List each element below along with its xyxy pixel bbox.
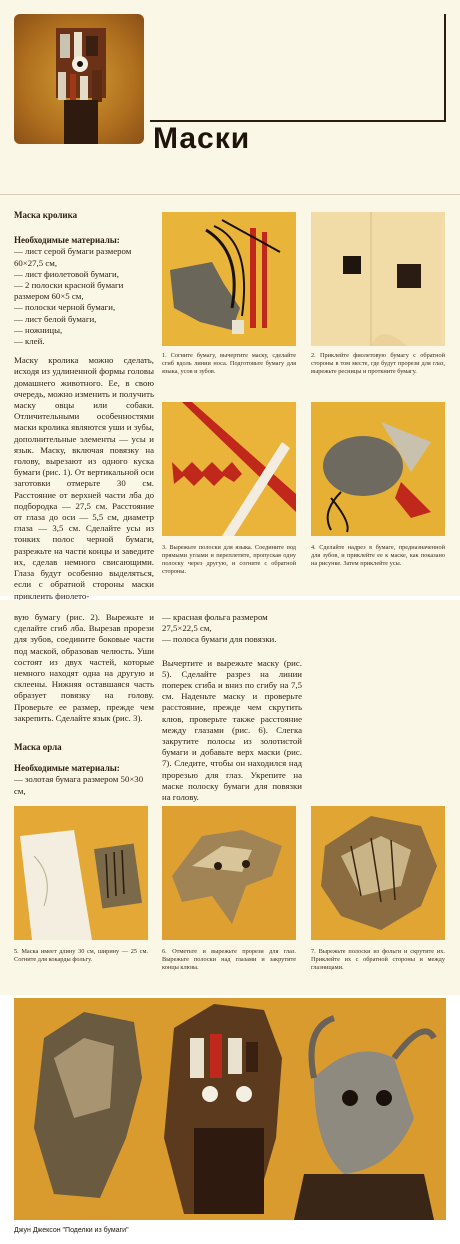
photo-step-7 [311,806,445,940]
rabbit-heading: Маска кролика [14,210,78,220]
material-item: — лист белой бумаги, [14,313,97,324]
header-separator [0,194,460,195]
caption-3: 3. Вырежьте полоски для языка. Соедините под прямыми углами и переплетите, пропуская одну полоску через другую, и согните с обратной стороны. [162,544,296,575]
caption-6: 6. Отметьте и вырежьте прорези для глаз. Вырежьте полоски над глазами и закрутите концы клюва. [162,948,296,971]
eagle-column-2 [162,612,302,803]
eagle-materials-heading: Необходимые материалы: [14,763,120,774]
eagle-body: Вычертите и вырежьте маску (рис. 5). Сделайте разрез на линии поперек сгиба и вниз по сгибу на 7,5 см. Наденьте маску и проверьте расстояние, прежде чем скрутить клюв, проверьте также расстояние между глазами (рис. 6). Слегка закрутите полосы из золотистой бумаги и добавьте верх маски (рис. 7). Следите, чтобы он находился над прорезью для глаз. Укрепите на маске полоску бумаги для повязки на голову. [162,657,302,803]
page-top [0,0,460,601]
rabbit-materials-heading: Необходимые материалы: [14,235,120,246]
material-item: — красная фольга размером 27,5×22,5 см, [162,612,268,634]
photo-step-5 [14,806,148,940]
page-title: Маски [153,122,251,155]
material-item: — лист фиолетовой бумаги, [14,268,119,279]
book-credit: Джун Джексон "Поделки из бумаги" [14,1227,129,1234]
material-item: — 2 полоски красной бумаги размером 60×5 см, [14,280,124,302]
rabbit-text-column [14,210,154,602]
rabbit-body: Маску кролика можно сделать, исходя из удлиненной формы головы домашнего животного. Ее, в свою очередь, можно изменить и получить маску овцы или собаки. Отличительными особенностями маски кролика являются уши и зубы, дополнительные элементы — усы и язык. Маску, включая повязку на голову, вырезают из одного куска бумаги (рис. 1). От вертикальной оси заготовки отмерьте 30 см. Расстояние от верхней части лба до подбородка — 27,5 см. Расстояние от глаза до оси — 5,5 см, диаметр глаза — 3,5 см. Сделайте усы из тонких полос черной бумаги, разрежьте на части концы и заведите их, сделав немного свисающими. Глаза будут особенно выделяться, если с обратной стороны маски приклеить фиолето- [14,355,154,601]
eagle-materials-list-1 [14,774,154,796]
photo-step-3 [162,402,296,536]
material-item: — ножницы, [14,324,63,335]
page-bottom [0,600,460,1244]
final-masks-photo [14,998,446,1220]
header-vertical-rule [444,14,446,122]
caption-7: 7. Вырежьте полоски из фольги и скрутите их. Приклейте их с обратной стороны и между глазницами. [311,948,445,971]
material-item: — золотая бумага размером 50×30 см, [14,774,144,796]
rabbit-materials-list [14,246,154,347]
header-mask-photo [14,14,144,144]
photo-step-1 [162,212,296,346]
material-item: — клей. [14,336,45,347]
eagle-heading: Маска орла [14,742,62,753]
eagle-materials-list-2 [162,612,302,646]
caption-2: 2. Приклейте фиолетовую бумагу с обратной стороны в том месте, где будут прорези для глаз, вырежьте ресницы и проткните бумагу. [311,352,445,375]
photo-step-4 [311,402,445,536]
caption-4: 4. Сделайте надрез в бумаге, предназначенной для зубов, и приклейте ее к маске, как показано на рисунке. Затем приклейте усы. [311,544,445,567]
caption-5: 5. Маска имеет длину 30 см, ширину — 25 см. Согните для кокарды фольгу. [14,948,148,963]
rabbit-continued-column [14,612,154,797]
photo-step-2 [311,212,445,346]
caption-1: 1. Согните бумагу, вычертите маску, сделайте сгиб вдоль линии носа. Подготовьте бумагу для языка, усов и зубов. [162,352,296,375]
material-item: — полоски черной бумаги, [14,302,116,313]
material-item: — лист серой бумаги размером 60×27,5 см, [14,246,132,268]
rabbit-continued: вую бумагу (рис. 2). Вырежьте и сделайте сгиб лба. Вырезав прорези для зубов, соедините боковые части под маской, образовав челюсть. Уши состоят из двух частей, которые немного находят одна на другую и склеены. Нижняя оставшаяся часть образует повязку на голову. Проверьте ее размер, прежде чем закрепить. Сделайте язык (рис. 3). [14,612,154,723]
photo-step-6 [162,806,296,940]
material-item: — полоса бумаги для повязки. [162,634,277,645]
